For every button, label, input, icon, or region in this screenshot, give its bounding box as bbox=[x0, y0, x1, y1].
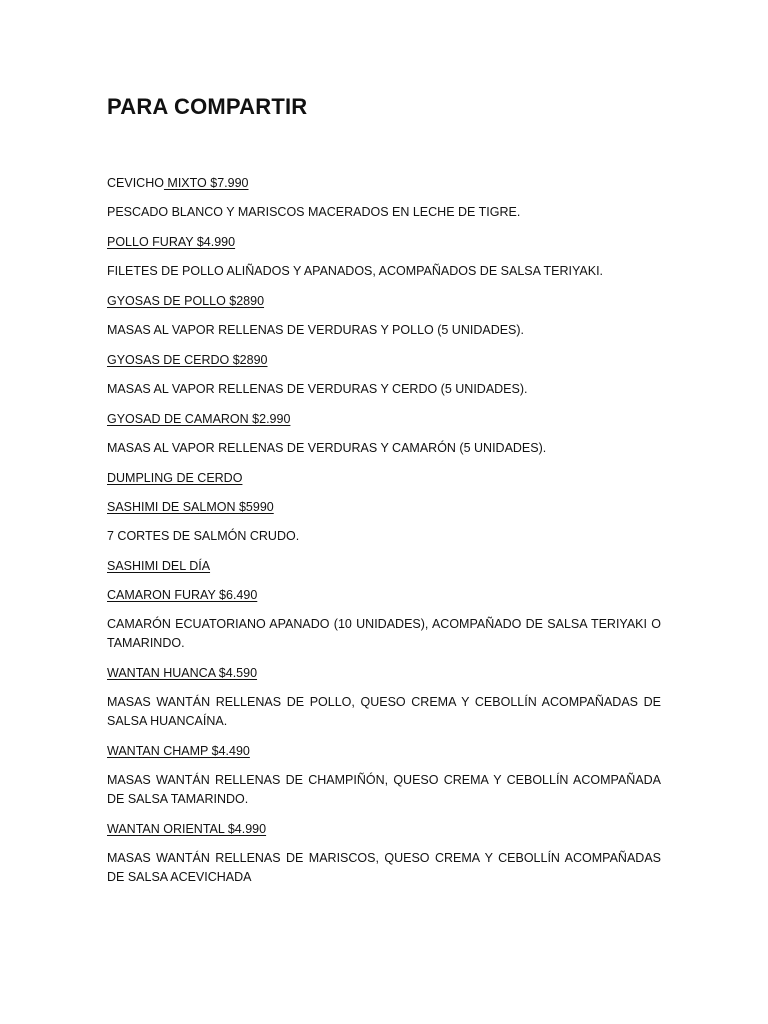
menu-item-name-underlined: POLLO FURAY $4.990 bbox=[107, 235, 236, 249]
menu-item-name bbox=[107, 233, 661, 251]
menu-item-name bbox=[107, 351, 661, 369]
menu-item-name bbox=[107, 174, 661, 192]
menu-item-name-underlined: GYOSAS DE CERDO $2890 bbox=[107, 353, 268, 367]
menu-item-name-underlined: MIXTO $7.990 bbox=[163, 176, 249, 190]
menu-item-name bbox=[107, 742, 661, 760]
menu-item-description: MASAS AL VAPOR RELLENAS DE VERDURAS Y CERDO (5 UNIDADES). bbox=[107, 382, 528, 396]
menu-item-name bbox=[107, 410, 661, 428]
menu-item-description: 7 CORTES DE SALMÓN CRUDO. bbox=[107, 529, 300, 543]
menu-item-name-underlined: CAMARON FURAY $6.490 bbox=[107, 588, 258, 602]
menu-item-description: FILETES DE POLLO ALIÑADOS Y APANADOS, ACOMPAÑADOS DE SALSA TERIYAKI. bbox=[107, 264, 604, 278]
menu-item-name bbox=[107, 498, 661, 516]
menu-item-name bbox=[107, 586, 661, 604]
menu-item-name-underlined: WANTAN HUANCA $4.590 bbox=[107, 666, 258, 680]
page-title: PARA COMPARTIR bbox=[107, 94, 308, 119]
menu-item-name-underlined: WANTAN ORIENTAL $4.990 bbox=[107, 822, 267, 836]
menu-list bbox=[107, 174, 661, 898]
menu-item-description: CAMARÓN ECUATORIANO APANADO (10 UNIDADES), ACOMPAÑADO DE SALSA TERIYAKI O TAMARINDO. bbox=[107, 617, 661, 650]
menu-item-name-underlined: GYOSAS DE POLLO $2890 bbox=[107, 294, 265, 308]
menu-item-name bbox=[107, 820, 661, 838]
menu-item-name-underlined: DUMPLING DE CERDO bbox=[107, 471, 243, 485]
menu-item-description: MASAS WANTÁN RELLENAS DE POLLO, QUESO CREMA Y CEBOLLÍN ACOMPAÑADAS DE SALSA HUANCAÍNA. bbox=[107, 695, 661, 728]
menu-item-description: MASAS WANTÁN RELLENAS DE MARISCOS, QUESO CREMA Y CEBOLLÍN ACOMPAÑADAS DE SALSA ACEVICHADA bbox=[107, 851, 661, 884]
menu-item-name bbox=[107, 469, 661, 487]
menu-item-description: MASAS AL VAPOR RELLENAS DE VERDURAS Y POLLO (5 UNIDADES). bbox=[107, 323, 525, 337]
menu-item-name bbox=[107, 292, 661, 310]
menu-item-name bbox=[107, 557, 661, 575]
menu-item-name-underlined: GYOSAD DE CAMARON $2.990 bbox=[107, 412, 291, 426]
menu-item-description: MASAS WANTÁN RELLENAS DE CHAMPIÑÓN, QUESO CREMA Y CEBOLLÍN ACOMPAÑADA DE SALSA TAMARINDO. bbox=[107, 773, 661, 806]
menu-item-name-plain: CEVICHO bbox=[107, 176, 164, 190]
menu-item-description: PESCADO BLANCO Y MARISCOS MACERADOS EN LECHE DE TIGRE. bbox=[107, 205, 521, 219]
menu-item-name-underlined: SASHIMI DE SALMON $5990 bbox=[107, 500, 274, 514]
menu-item-name-underlined: WANTAN CHAMP $4.490 bbox=[107, 744, 250, 758]
menu-item-name-underlined: SASHIMI DEL DÍA bbox=[107, 559, 211, 573]
menu-item-description: MASAS AL VAPOR RELLENAS DE VERDURAS Y CAMARÓN (5 UNIDADES). bbox=[107, 441, 547, 455]
menu-item-name bbox=[107, 664, 661, 682]
